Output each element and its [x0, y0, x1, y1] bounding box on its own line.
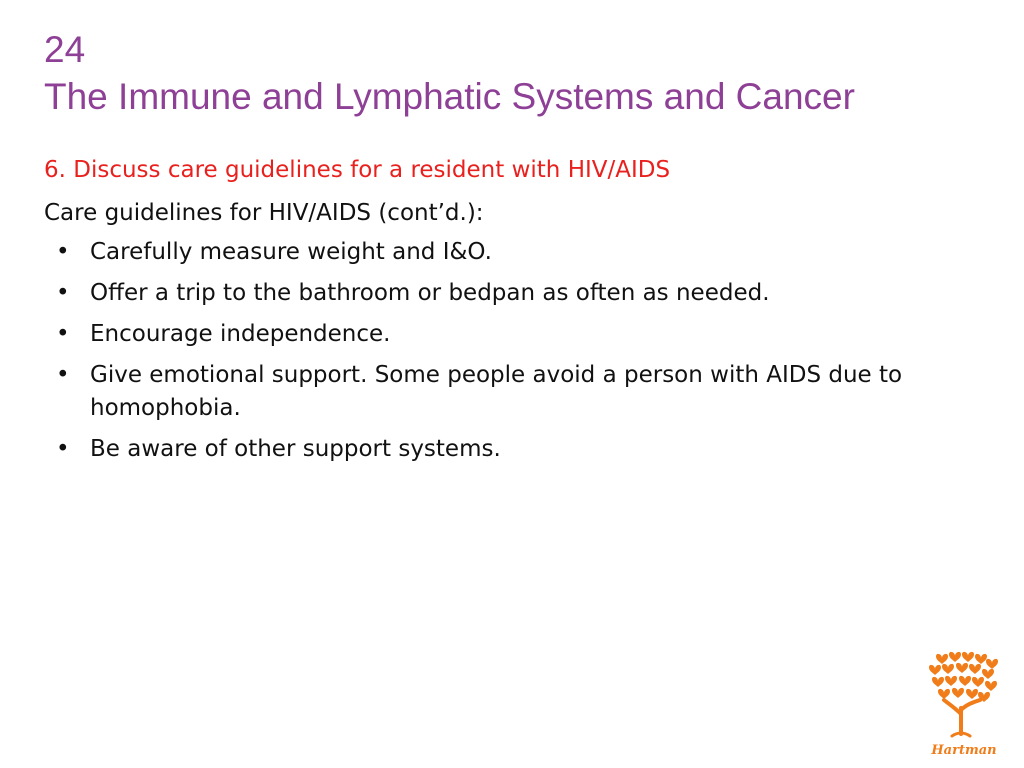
- bullet-text: Carefully measure weight and I&O.: [90, 239, 492, 265]
- bullet-marker: •: [56, 436, 70, 462]
- list-item: [56, 318, 956, 351]
- list-item: [56, 359, 956, 425]
- hartman-logo: [922, 650, 1006, 760]
- bullet-text: Encourage independence.: [90, 321, 391, 347]
- bullet-text: Offer a trip to the bathroom or bedpan as often as needed.: [90, 280, 770, 306]
- bullet-text: Give emotional support. Some people avoid a person with AIDS due to homophobia.: [90, 362, 903, 421]
- chapter-title: The Immune and Lymphatic Systems and Cancer: [44, 76, 855, 117]
- heart-tree-icon: [922, 650, 1006, 760]
- objective-heading: 6. Discuss care guidelines for a resident with HIV/AIDS: [44, 157, 671, 183]
- bullet-marker: •: [56, 321, 70, 347]
- list-item: [56, 277, 956, 310]
- logo-text: Hartman: [931, 743, 997, 758]
- bullet-marker: •: [56, 362, 70, 388]
- slide-title: [44, 26, 855, 120]
- chapter-number: 24: [44, 29, 86, 70]
- bullet-list: [56, 236, 956, 474]
- bullet-marker: •: [56, 280, 70, 306]
- lead-text: Care guidelines for HIV/AIDS (cont’d.):: [44, 200, 484, 226]
- bullet-marker: •: [56, 239, 70, 265]
- list-item: [56, 236, 956, 269]
- bullet-text: Be aware of other support systems.: [90, 436, 501, 462]
- list-item: [56, 433, 956, 466]
